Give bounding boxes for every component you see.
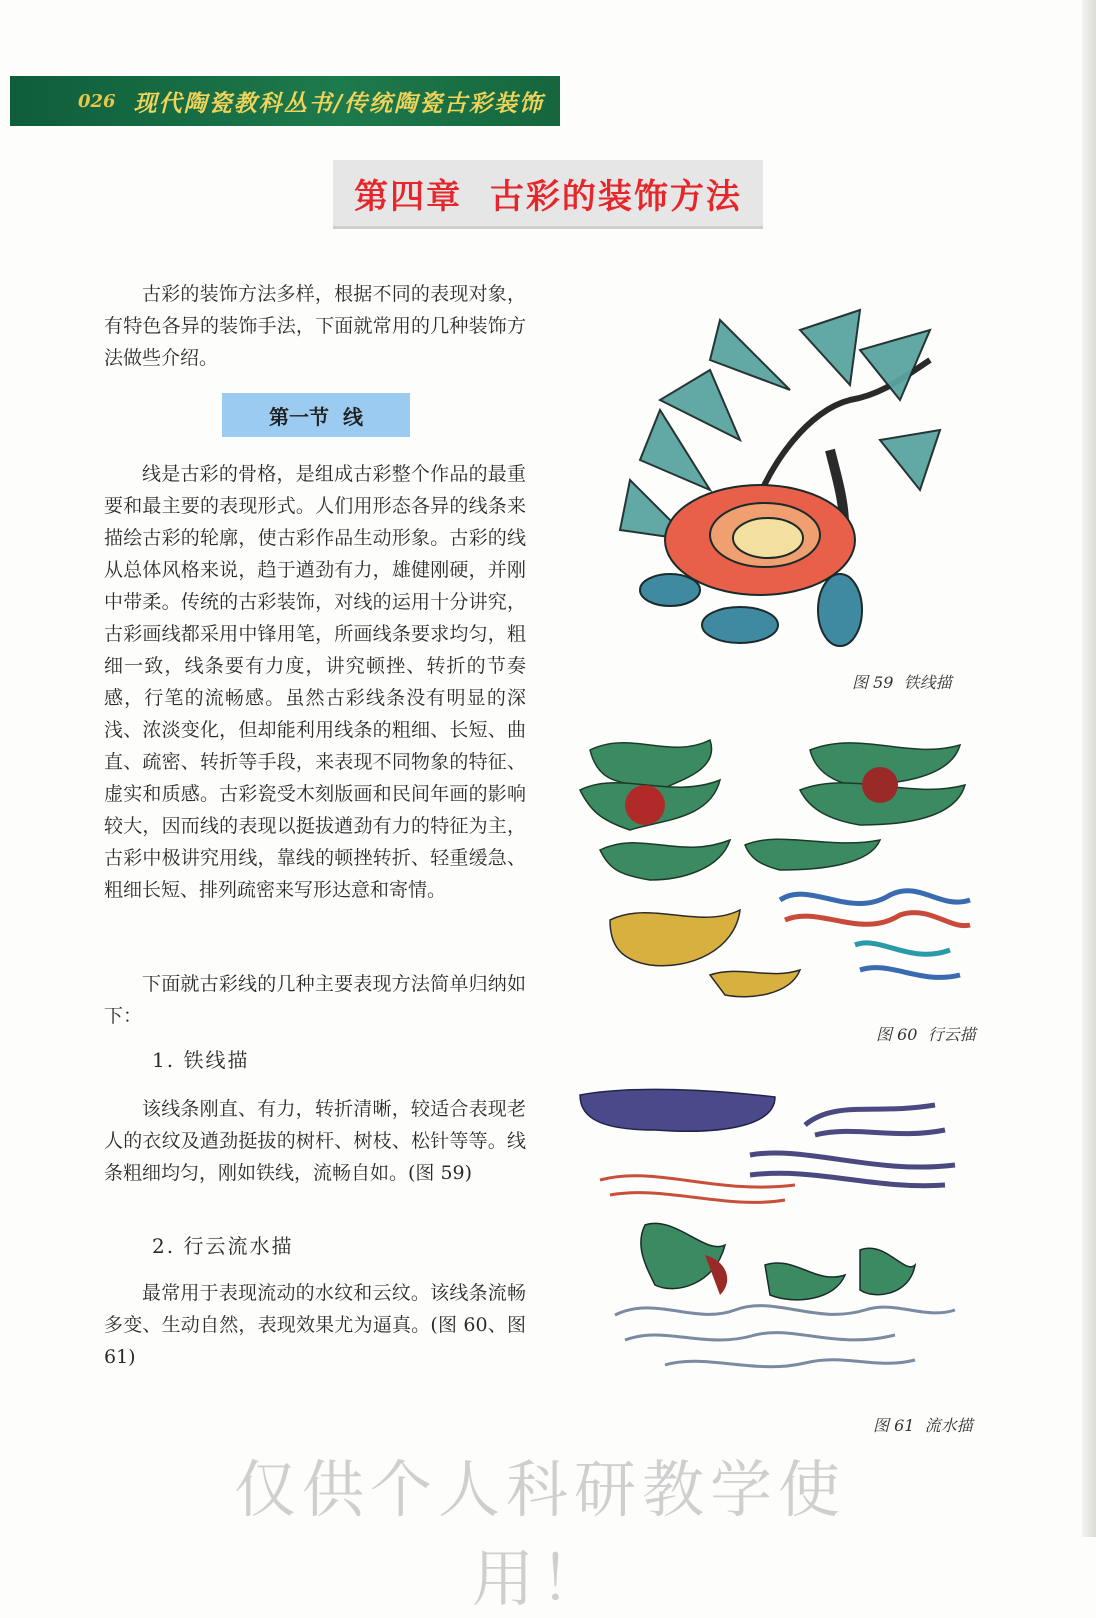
figure-61-water-pattern-illustration [575,1085,985,1385]
item2-text: 最常用于表现流动的水纹和云纹。该线条流畅多变、生动自然，表现效果尤为逼真。(图 60、图 61) [104,1282,526,1368]
series-title: 现代陶瓷教科丛书/传统陶瓷古彩装饰 [133,89,544,117]
figure-60-caption: 图 60 行云描 [876,1025,976,1044]
intro-paragraph: 古彩的装饰方法多样，根据不同的表现对象，有特色各异的装饰手法，下面就常用的几种装饰方法做些介绍。 [104,283,526,369]
scan-edge [1082,0,1096,1537]
body-paragraph: 线是古彩的骨格，是组成古彩整个作品的最重要和最主要的表现形式。人们用形态各异的线条来描绘古彩的轮廓，使古彩作品生动形象。古彩的线从总体风格来说，趋于遒劲有力，雄健刚硬，并刚中带柔。传统的古彩装饰，对线的运用十分讲究，古彩画线都采用中锋用笔，所画线条要求均匀，粗细一致，线条要有力度，讲究顿挫、转折的节奏感，行笔的流畅感。虽然古彩线条没有明显的深浅、浓淡变化，但却能利用线条的粗细、长短、曲直、疏密、转折等手段，来表现不同物象的特征、虚实和质感。古彩瓷受木刻版画和民间年画的影响较大，因而线的表现以挺拔遒劲有力的特征为主，古彩中极讲究用线，靠线的顿挫转折、轻重缓急、粗细长短、排列疏密来写形达意和寄情。 [104,463,526,901]
figure-59-caption: 图 59 铁线描 [852,673,952,692]
page-number: 026 [78,90,116,112]
section-title: 第一节 线 [269,404,363,429]
watermark: 仅供个人科研教学使用！ [233,1453,846,1615]
section-title-box [222,393,410,437]
item2-heading: 2. 行云流水描 [152,1234,294,1258]
figure-59-pine-peony-illustration [600,290,960,660]
figure-60-cloud-pattern-illustration [570,730,980,1010]
chapter-title-box [333,160,763,229]
figure-61-caption: 图 61 流水描 [873,1416,973,1435]
summary-paragraph: 下面就古彩线的几种主要表现方法简单归纳如下： [104,973,526,1027]
running-header [10,76,560,126]
item1-text: 该线条刚直、有力，转折清晰，较适合表现老人的衣纹及遒劲挺拔的树杆、树枝、松针等等。线条粗细均匀，刚如铁线，流畅自如。(图 59) [104,1098,526,1184]
item1-heading: 1. 铁线描 [152,1048,250,1072]
chapter-title: 第四章 古彩的装饰方法 [354,176,742,217]
